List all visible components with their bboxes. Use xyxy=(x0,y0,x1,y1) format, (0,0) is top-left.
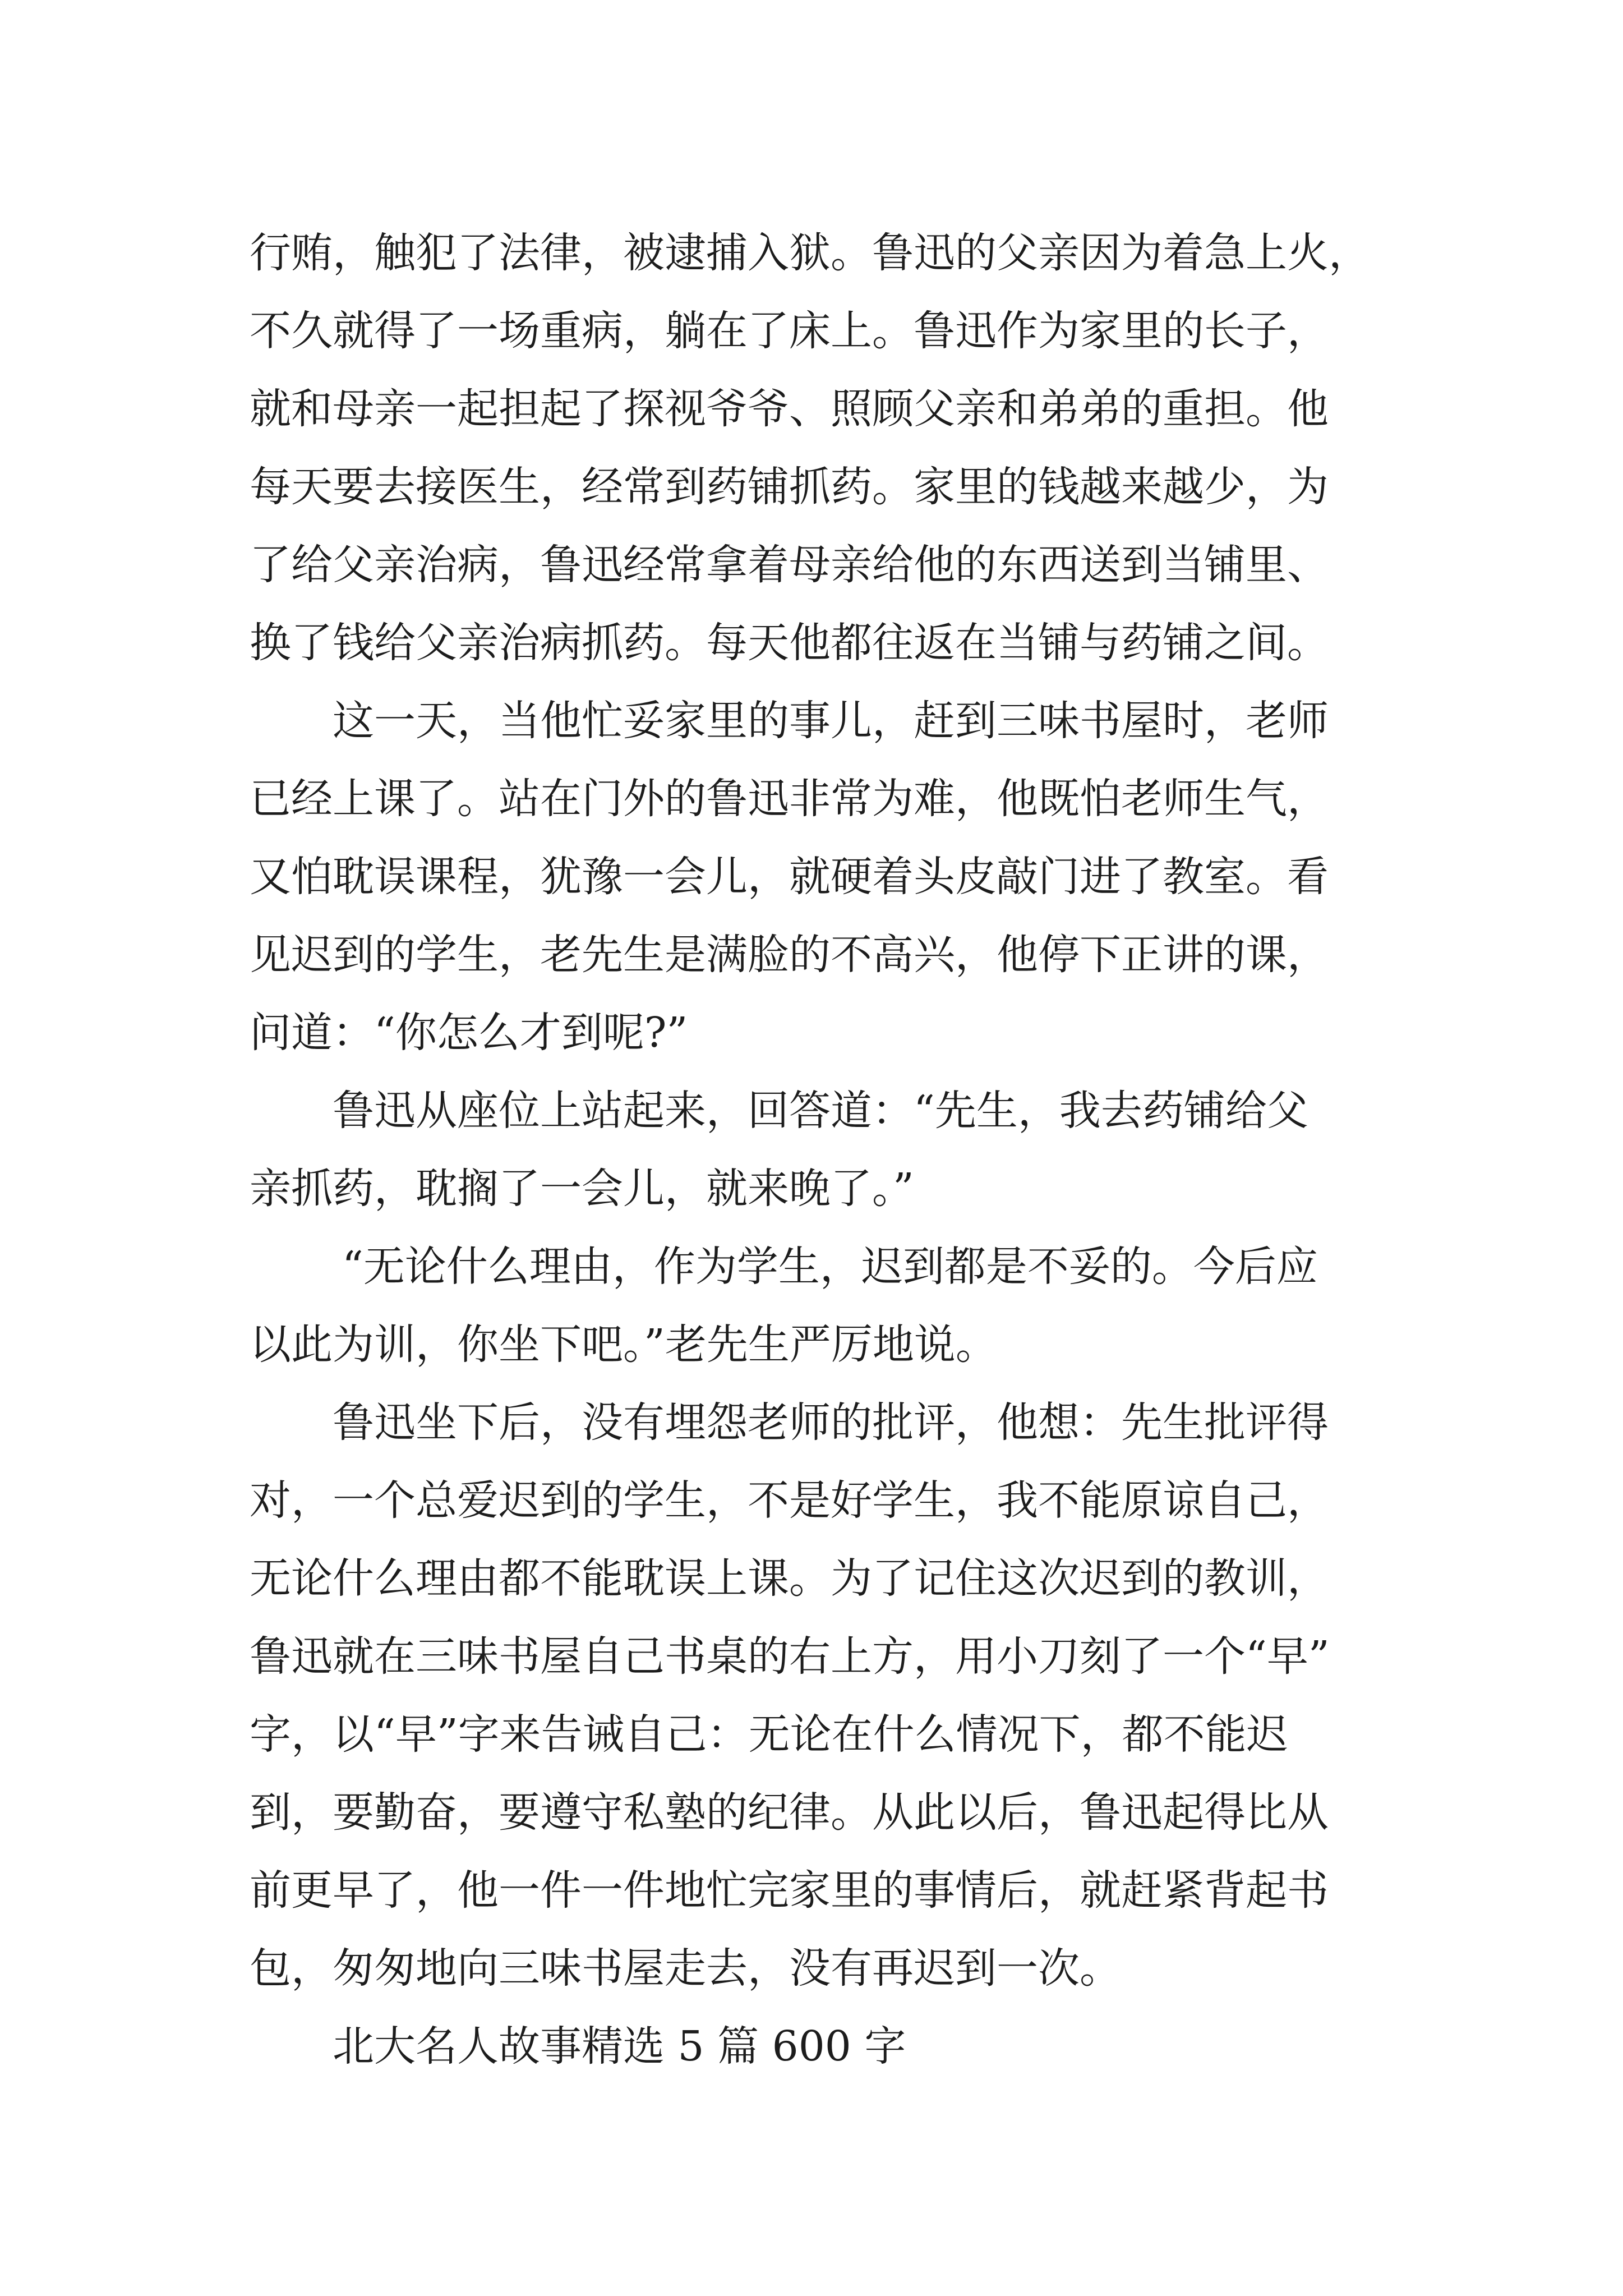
text-line: 对，一个总爱迟到的学生，不是好学生，我不能原谅自己， xyxy=(250,1476,1329,1525)
text-line: 字，以“早”字来告诫自己：无论在什么情况下，都不能迟 xyxy=(250,1710,1288,1759)
text-line: 鲁迅坐下后，没有埋怨老师的批评，他想：先生批评得 xyxy=(333,1398,1329,1447)
text-line: 不久就得了一场重病，躺在了床上。鲁迅作为家里的长子， xyxy=(250,307,1329,355)
text-line: 前更早了，他一件一件地忙完家里的事情后，就赶紧背起书 xyxy=(250,1866,1329,1915)
text-line: 鲁迅就在三味书屋自己书桌的右上方，用小刀刻了一个“早” xyxy=(250,1632,1330,1681)
text-line: 了给父亲治病，鲁迅经常拿着母亲给他的东西送到当铺里、 xyxy=(250,541,1329,589)
body-text xyxy=(250,214,1394,2086)
section-heading: 北大名人故事精选 5 篇 600 字 xyxy=(333,2022,906,2070)
text-line: 无论什么理由都不能耽误上课。为了记住这次迟到的教训， xyxy=(250,1554,1329,1603)
text-line: 以此为训，你坐下吧。”老先生严厉地说。 xyxy=(250,1320,997,1369)
text-line: 已经上课了。站在门外的鲁迅非常为难，他既怕老师生气， xyxy=(250,775,1329,823)
text-line: 这一天，当他忙妥家里的事儿，赶到三味书屋时，老师 xyxy=(333,697,1329,745)
text-line: 鲁迅从座位上站起来，回答道：“先生，我去药铺给父 xyxy=(333,1087,1308,1135)
text-line: 到，要勤奋，要遵守私塾的纪律。从此以后，鲁迅起得比从 xyxy=(250,1788,1329,1837)
text-line: 问道：“你怎么才到呢?” xyxy=(250,1009,688,1057)
text-line: 换了钱给父亲治病抓药。每天他都往返在当铺与药铺之间。 xyxy=(250,619,1329,667)
text-line: 又怕耽误课程，犹豫一会儿，就硬着头皮敲门进了教室。看 xyxy=(250,853,1329,901)
text-line: 行贿，触犯了法律，被逮捕入狱。鲁迅的父亲因为着急上火， xyxy=(250,229,1370,277)
text-line: 每天要去接医生，经常到药铺抓药。家里的钱越来越少，为 xyxy=(250,463,1329,511)
text-line: 就和母亲一起担起了探视爷爷、照顾父亲和弟弟的重担。他 xyxy=(250,385,1329,433)
text-line: 包，匆匆地向三味书屋走去，没有再迟到一次。 xyxy=(250,1944,1121,1993)
text-line: “无论什么理由，作为学生，迟到都是不妥的。今后应 xyxy=(342,1243,1318,1291)
text-line: 亲抓药，耽搁了一会儿，就来晚了。” xyxy=(250,1165,914,1213)
text-line: 见迟到的学生，老先生是满脸的不高兴，他停下正讲的课， xyxy=(250,931,1329,979)
